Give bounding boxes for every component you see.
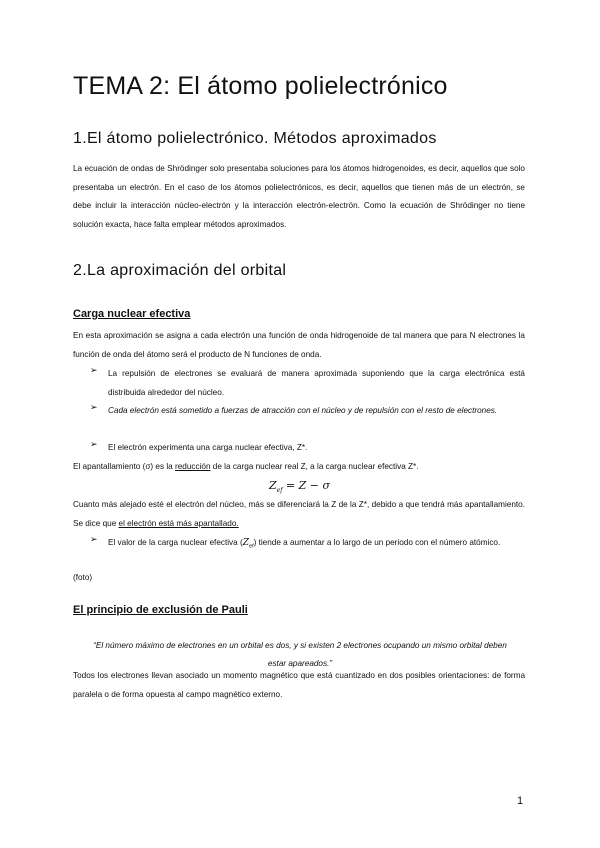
bullet-text: El valor de la carga nuclear efectiva $(Z_{ef})$ tiende a aumentar a lo largo de un periodo con el número atómico. [108, 538, 501, 550]
arrow-bullet-icon: ➢ [90, 402, 98, 412]
reduccion-underlined: reducción [175, 462, 211, 471]
arrow-bullet-icon: ➢ [90, 439, 98, 449]
bullet-item [90, 534, 525, 556]
bullet-item [90, 439, 525, 458]
bullet-item [90, 402, 525, 421]
bullet-text: La repulsión de electrones se evaluará de manera aproximada suponiendo que la carga electrónica está distribuida alrededor del núcleo. [108, 369, 525, 397]
arrow-bullet-icon: ➢ [90, 365, 98, 375]
page-number: 1 [517, 795, 524, 807]
section-2-heading: 2.La aproximación del orbital [73, 262, 287, 279]
page-title: TEMA 2: El átomo polielectrónico [73, 72, 448, 100]
apantallado-underlined: el electrón está más apantallado. [118, 518, 239, 528]
apantallado-paragraph: Cuanto más alejado esté el electrón del núcleo, más se diferenciará la Z de la Z*, debido a que tendrá más apantallamiento. Se dice que el electrón está más apantallado. [73, 500, 525, 528]
pauli-quote: “El número máximo de electrones en un orbital es dos, y si existen 2 electrones ocupando un mismo orbital deben estar apareados.” [93, 641, 507, 668]
bullet-text: El electrón experimenta una carga nuclear efectiva, Z*. [108, 443, 308, 452]
subheading-pauli: El principio de exclusión de Pauli [73, 604, 248, 616]
subheading-carga-nuclear: Carga nuclear efectiva [73, 308, 191, 320]
carga-paragraph: En esta aproximación se asigna a cada electrón una función de onda hidrogenoide de tal manera que para N electrones la función de onda del átomo será el producto de N funciones de onda. [73, 331, 525, 359]
arrow-bullet-icon: ➢ [90, 534, 98, 544]
bullet-text: Cada electrón está sometido a fuerzas de atracción con el núcleo y de repulsión con el resto de electrones. [108, 406, 498, 415]
section-1-paragraph: La ecuación de ondas de Shrödinger solo presentaba soluciones para los átomos hidrogenoides, es decir, aquellos que solo presentaba un electrón. En el caso de los átomos polielectrónicos, es decir, aquellos que tienen más de un electrón, se debe incluir la interacción núcleo-electrón y la interacción electrón-electrón. Como la ecuación de Shrödinger no tiene solución exacta, hace falta emplear métodos aproximados. [73, 164, 525, 229]
formula-zef: $Z_{ef} = Z - \sigma$ [269, 479, 331, 495]
apantallamiento-line: El apantallamiento (σ) es la reducción de la carga nuclear real Z, a la carga nuclear efectiva Z*. [73, 462, 419, 471]
bullet-item [90, 365, 525, 402]
foto-placeholder: (foto) [73, 573, 93, 582]
pauli-paragraph: Todos los electrones llevan asociado un momento magnético que está cuantizado en dos posibles orientaciones: de forma paralela o de forma opuesta al campo magnético externo. [73, 671, 525, 699]
section-1-heading: 1.El átomo polielectrónico. Métodos aproximados [73, 130, 437, 147]
